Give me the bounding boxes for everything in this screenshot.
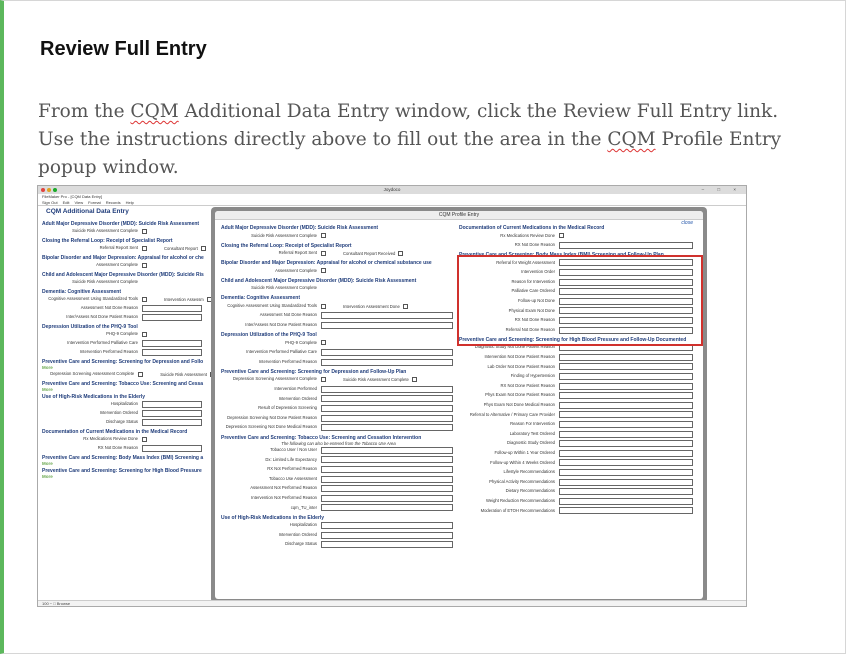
- field-row: [459, 372, 699, 382]
- menu-item-edit[interactable]: Edit: [62, 200, 70, 205]
- text-field[interactable]: [321, 495, 453, 502]
- section-heading: Depression Utilization of the PHQ-9 Tool: [221, 332, 317, 339]
- instruction-text: From the: [38, 101, 131, 122]
- field-row: [459, 458, 699, 468]
- text-field[interactable]: [142, 305, 202, 312]
- field-row: [42, 409, 218, 418]
- field-label: Depression Screening Not Done Medical Reason: [225, 424, 317, 430]
- field-row: [459, 362, 699, 372]
- text-field[interactable]: [142, 419, 202, 426]
- section-heading: Preventive Care and Screening: Screening for Depression and Follow-Up Plan: [221, 368, 407, 375]
- field-row: [42, 261, 218, 270]
- text-field[interactable]: [559, 440, 693, 447]
- section-heading: Use of High-Risk Medications in the Elderly: [42, 394, 146, 400]
- field-label: Suicide Risk Assessment Complete: [72, 279, 138, 285]
- field-label: Intervention Not Performed Reason: [251, 494, 317, 500]
- field-row: [221, 249, 456, 259]
- text-field[interactable]: [559, 411, 693, 418]
- section-heading: Preventive Care and Screening: Screening for Depression and Follo: [42, 359, 204, 365]
- text-field[interactable]: [559, 383, 693, 390]
- field-label: Dietary Recommendations: [505, 488, 555, 494]
- field-row: [221, 357, 456, 367]
- instruction-paragraph: [38, 98, 808, 182]
- app-label: FileMaker Pro - [CQM Data Entry]: [42, 194, 103, 199]
- field-label: Intervention Not Done Patient Reason: [484, 354, 555, 360]
- field-label: Physical Exam Not Done: [508, 307, 555, 313]
- field-label: Suicide Risk Assessment Complete: [72, 228, 138, 234]
- field-row: [221, 446, 456, 456]
- section-heading: Adult Major Depressive Disorder (MDD): Suicide Risk Assessment: [221, 225, 379, 231]
- field-row: [459, 468, 699, 478]
- text-field[interactable]: [321, 466, 453, 473]
- field-label: Inter/Assess Not Done Patient Reason: [245, 322, 317, 328]
- text-field[interactable]: [559, 402, 693, 409]
- field-label: Cognitive Assessment Using Standardized Tools: [227, 302, 317, 308]
- text-field[interactable]: [559, 242, 693, 249]
- section-heading: Closing the Referral Loop: Receipt of Specialist Report: [42, 238, 173, 244]
- field-row: [221, 540, 456, 550]
- popup-column-left: [221, 223, 456, 549]
- text-field[interactable]: [321, 504, 453, 511]
- field-row: [459, 381, 699, 391]
- field-label: RX Not Performed Reason: [267, 466, 317, 472]
- field-label: Phys Exam Not Done Patient Reason: [485, 392, 555, 398]
- field-label: Intervention Performed Reason: [258, 358, 317, 364]
- field-label: Intervention Ordered: [278, 531, 317, 537]
- checkbox[interactable]: [142, 437, 147, 442]
- field-label: Follow-up Within 4 Weeks Ordered: [490, 459, 555, 465]
- text-field[interactable]: [321, 456, 453, 463]
- instruction-text: Additional Data Entry window, click the Review Full Entry link. Use the instructions directly above to fill out the area in the: [38, 101, 779, 150]
- checkbox[interactable]: [201, 246, 206, 251]
- checkbox[interactable]: [142, 246, 147, 251]
- field-row: [42, 418, 218, 427]
- section-heading: Adult Major Depressive Disorder (MDD): Suicide Risk Assessment: [42, 221, 200, 227]
- field-row: [221, 404, 456, 414]
- section-heading: Use of High-Risk Medications in the Elderly: [221, 514, 325, 521]
- field-label: Tobacco Use Assessment: [269, 475, 317, 481]
- status-bar: 100 − □ Browse: [38, 600, 746, 606]
- close-link[interactable]: close: [681, 220, 693, 226]
- section-heading: Closing the Referral Loop: Receipt of Specialist Report: [221, 242, 352, 249]
- popup-title: CQM Profile Entry: [215, 211, 703, 220]
- field-label: Consultant Report Received: [343, 250, 396, 256]
- screenshot: [37, 185, 747, 607]
- field-label: Follow-up Not Done: [517, 298, 555, 304]
- field-row: [459, 401, 699, 411]
- field-label: Reason for Intervention: [511, 278, 555, 284]
- text-field[interactable]: [321, 349, 453, 356]
- field-label: Dx: Limited Life Expectancy: [265, 456, 317, 462]
- panel-title: CQM Additional Data Entry: [46, 208, 129, 215]
- field-label: Diagnostic Study Ordered: [507, 440, 555, 446]
- field-row: [459, 448, 699, 458]
- checkbox[interactable]: [403, 304, 408, 309]
- field-row: [459, 410, 699, 420]
- text-field[interactable]: [559, 392, 693, 399]
- field-row: [221, 394, 456, 404]
- field-row: [221, 521, 456, 531]
- field-row: [42, 227, 218, 236]
- section-heading: Preventive Care and Screening: Body Mass Index (BMI) Screening and Follow-Up Plan: [459, 252, 664, 259]
- field-row: [221, 284, 456, 294]
- field-row: [221, 530, 456, 540]
- field-label: RX Not Done Patient Reason: [500, 382, 555, 388]
- window-titlebar: [38, 186, 746, 194]
- checkbox[interactable]: [321, 233, 326, 238]
- field-label: Referral Not Done Reason: [505, 326, 555, 332]
- text-field[interactable]: [559, 450, 693, 457]
- field-label: RX Not Done Reason: [97, 445, 138, 451]
- field-row: [221, 375, 456, 385]
- cqm-additional-data-entry-panel: [42, 208, 218, 600]
- field-row: [42, 400, 218, 409]
- field-label: Consultant Report: [164, 246, 198, 251]
- instruction-term: CQM: [607, 129, 656, 150]
- field-label: Laboratory Test Ordered: [509, 430, 555, 436]
- checkbox[interactable]: [321, 304, 326, 309]
- field-label: Weight Reduction Recommendations: [485, 497, 555, 503]
- menu-item-view[interactable]: View: [74, 200, 84, 205]
- field-label: Intervention Assessment Done: [343, 303, 400, 309]
- text-field[interactable]: [559, 421, 693, 428]
- section-heading: Documentation of Current Medications in the Medical Record: [459, 225, 605, 231]
- field-label: RX Not Done Reason: [514, 242, 555, 248]
- field-label: Assessment Not Done Reason: [259, 312, 317, 318]
- section-heading: Child and Adolescent Major Depressive Disorder (MDD): Suicide Ris: [42, 272, 204, 278]
- section-heading: Preventive Care and Screening: Tobacco Use: Screening and Cessa: [42, 381, 204, 387]
- menu-item-help[interactable]: Help: [125, 200, 134, 205]
- field-label: Referral Report Sent: [278, 250, 317, 256]
- field-label: Lifestyle Recommendations: [503, 469, 555, 475]
- field-label: Reason For Intervention: [510, 421, 555, 427]
- field-label: Assessment Complete: [96, 262, 138, 268]
- more-link[interactable]: More: [42, 474, 53, 479]
- field-label: Referral Report Sent: [99, 245, 138, 251]
- field-row: [221, 413, 456, 423]
- section-heading: Bipolar Disorder and Major Depression: Appraisal for alcohol or chemical substance use: [221, 260, 432, 267]
- field-row: [221, 503, 456, 513]
- field-label: Hospitalization: [110, 401, 138, 407]
- field-label: Rx Medications Review Done: [500, 232, 555, 238]
- checkbox[interactable]: [412, 377, 417, 382]
- section-heading: Child and Adolescent Major Depressive Disorder (MDD): Suicide Risk Assessment: [221, 277, 417, 284]
- field-row: [221, 423, 456, 433]
- field-row: [221, 465, 456, 475]
- field-label: Intervention Performed Palliative Care: [246, 349, 317, 355]
- checkbox[interactable]: [559, 233, 564, 238]
- field-label: Referral for Weight Assessment: [496, 259, 555, 265]
- field-label: Intervention Assessm: [164, 297, 204, 302]
- section-heading: Preventive Care and Screening: Body Mass Index (BMI) Screening a: [42, 455, 204, 461]
- field-label: Cognitive Assessment Using Standardized Tools: [48, 296, 138, 302]
- field-label: Discharge Status: [106, 419, 138, 425]
- field-label: PHQ-9 Complete: [285, 339, 317, 345]
- field-label: Finding of Hypertension: [510, 373, 555, 379]
- field-label: Intervention Ordered: [99, 410, 138, 416]
- more-link[interactable]: More: [42, 387, 53, 392]
- text-field[interactable]: [559, 469, 693, 476]
- text-field[interactable]: [321, 476, 453, 483]
- text-field[interactable]: [321, 405, 453, 412]
- field-row: [42, 278, 218, 287]
- field-label: Result of Depression Screening: [258, 405, 317, 411]
- section-heading: Bipolar Disorder and Major Depression: Appraisal for alcohol or che: [42, 255, 204, 261]
- field-row: [221, 493, 456, 503]
- field-row: [221, 301, 456, 311]
- field-row: [42, 370, 218, 379]
- field-row: [42, 244, 218, 253]
- checkbox[interactable]: [142, 229, 147, 234]
- text-field[interactable]: [142, 410, 202, 417]
- text-field[interactable]: [559, 354, 693, 361]
- text-field[interactable]: [321, 541, 453, 548]
- field-row: [459, 391, 699, 401]
- checkbox[interactable]: [138, 372, 143, 377]
- checkbox[interactable]: [398, 251, 403, 256]
- field-label: Assessment Complete: [275, 267, 317, 273]
- field-label: Intervention Performed Reason: [79, 349, 138, 355]
- field-label: Depression Screening Not Done Patient Reason: [227, 414, 317, 420]
- field-row: [221, 231, 456, 241]
- more-link[interactable]: More: [42, 461, 53, 466]
- section-heading: Documentation of Current Medications in the Medical Record: [42, 429, 188, 435]
- field-row: [459, 487, 699, 497]
- field-label: Intervention Order: [521, 269, 555, 275]
- field-label: Intervention Ordered: [278, 395, 317, 401]
- window-controls-icon[interactable]: – □ ×: [701, 187, 742, 192]
- field-label: Discharge Status: [285, 541, 317, 547]
- text-field[interactable]: [142, 445, 202, 452]
- field-label: PHQ-9 Complete: [106, 331, 138, 337]
- checkbox[interactable]: [142, 332, 147, 337]
- field-label: Diagnostic Study Not Done Patient Reason: [474, 344, 555, 350]
- field-label: Phys Exam Not Done Medical Reason: [483, 402, 555, 407]
- text-field[interactable]: [142, 401, 202, 408]
- text-field[interactable]: [559, 363, 693, 370]
- bmi-section-highlight: [457, 255, 703, 346]
- field-row: [459, 429, 699, 439]
- field-label: Rx Medications Review Done: [83, 436, 138, 442]
- field-row: [221, 321, 456, 331]
- field-row: [221, 385, 456, 395]
- instruction-term: CQM: [130, 101, 179, 122]
- field-label: Referral to Alternative / Primary Care Provider: [469, 411, 555, 417]
- field-label: Tobacco User / Non User: [270, 447, 317, 452]
- text-field[interactable]: [321, 415, 453, 422]
- field-label: Assessment Not Performed Reason: [250, 485, 317, 491]
- field-label: cqm_TU_inter: [290, 504, 317, 510]
- checkbox[interactable]: [321, 377, 326, 382]
- instruction-text: Profile Entry popup window.: [38, 129, 782, 178]
- field-label: RX Not Done Reason: [514, 317, 555, 323]
- field-label: Physical Activity Recommendations: [489, 478, 555, 484]
- section-heading: Preventive Care and Screening: Tobacco Use: Screening and Cessation Intervention: [221, 434, 422, 441]
- field-row: [221, 348, 456, 358]
- text-field[interactable]: [559, 479, 693, 486]
- text-field[interactable]: [321, 386, 453, 393]
- text-field[interactable]: [559, 488, 693, 495]
- field-row: [42, 330, 218, 339]
- field-label: Suicide Risk Assessment Complete: [251, 232, 317, 238]
- section-heading: Preventive Care and Screening: Screening for High Blood Pressure: [42, 468, 202, 474]
- field-row: [221, 455, 456, 465]
- field-label: Depression Screening Assessment Complete: [232, 376, 317, 382]
- field-row: [221, 474, 456, 484]
- field-label: Lab Order Not Done Patient Reason: [487, 363, 555, 369]
- menu-bar: [38, 200, 746, 206]
- text-field[interactable]: [321, 522, 453, 529]
- checkbox[interactable]: [321, 268, 326, 273]
- field-row: [459, 231, 699, 241]
- field-label: Inter/Assess Not Done Patient Reason: [66, 314, 138, 320]
- field-row: [42, 435, 218, 444]
- field-label: Intervention Performed Palliative Care: [67, 340, 138, 346]
- field-row: [221, 338, 456, 348]
- more-link[interactable]: More: [42, 365, 53, 370]
- field-label: Hospitalization: [289, 522, 317, 528]
- text-field[interactable]: [321, 359, 453, 366]
- text-field[interactable]: [321, 395, 453, 402]
- menu-item-sign-out[interactable]: Sign Out: [42, 200, 58, 205]
- menu-item-format[interactable]: Format: [88, 200, 101, 205]
- checkbox[interactable]: [142, 297, 147, 302]
- field-row: [42, 339, 218, 348]
- field-row: [459, 353, 699, 363]
- text-field[interactable]: [321, 322, 453, 329]
- checkbox[interactable]: [321, 340, 326, 345]
- field-row: [42, 295, 218, 304]
- section-heading: Dementia: Cognitive Assessment: [221, 295, 301, 302]
- text-field[interactable]: [559, 459, 693, 466]
- section-heading: Dementia: Cognitive Assessment: [42, 289, 122, 295]
- field-label: Suicide Risk Assessment: [160, 372, 207, 377]
- field-label: Assessment Not Done Reason: [80, 305, 138, 311]
- text-field[interactable]: [142, 349, 202, 356]
- text-field[interactable]: [321, 532, 453, 539]
- field-row: [42, 444, 218, 453]
- field-label: Palliative Care Ordered: [511, 288, 555, 294]
- field-label: Suicide Risk Assessment Complete: [251, 285, 317, 291]
- window-title: Joydoco: [383, 187, 401, 192]
- field-row: [221, 266, 456, 276]
- field-label: Moderation of ETOH Recommendations: [480, 507, 555, 513]
- text-field[interactable]: [559, 507, 693, 514]
- checkbox[interactable]: [142, 263, 147, 268]
- text-field[interactable]: [559, 498, 693, 505]
- page-title: Review Full Entry: [40, 38, 207, 60]
- field-row: [459, 506, 699, 516]
- text-field[interactable]: [321, 485, 453, 492]
- field-row: [42, 304, 218, 313]
- field-row: [459, 241, 699, 251]
- section-heading: Depression Utilization of the PHQ-9 Tool: [42, 324, 138, 330]
- field-row: [221, 311, 456, 321]
- text-field[interactable]: [321, 312, 453, 319]
- field-row: [42, 313, 218, 322]
- text-field[interactable]: [321, 447, 453, 454]
- field-label: Depression Screening Assessment Complete: [50, 371, 135, 377]
- field-row: [459, 477, 699, 487]
- field-label: Intervention Performed: [274, 386, 317, 392]
- field-row: [221, 484, 456, 494]
- text-field[interactable]: [559, 373, 693, 380]
- field-label: Follow-up Within 1 Year Ordered: [494, 449, 555, 455]
- text-field[interactable]: [559, 431, 693, 438]
- text-field[interactable]: [142, 314, 202, 321]
- field-row: [459, 439, 699, 449]
- text-field[interactable]: [321, 424, 453, 431]
- text-field[interactable]: [142, 340, 202, 347]
- section-heading: Preventive Care and Screening: Screening for High Blood Pressure and Follow-Up Documented: [459, 336, 687, 343]
- cqm-profile-entry-popup: [211, 207, 707, 603]
- field-label: Suicide Risk Assessment Complete: [343, 377, 409, 383]
- field-row: [459, 420, 699, 430]
- menu-item-records[interactable]: Records: [105, 200, 121, 205]
- checkbox[interactable]: [321, 251, 326, 256]
- field-row: [459, 496, 699, 506]
- field-row: [42, 348, 218, 357]
- section-subtitle: The following can also be entered from the Tobacco Use Area: [281, 440, 396, 446]
